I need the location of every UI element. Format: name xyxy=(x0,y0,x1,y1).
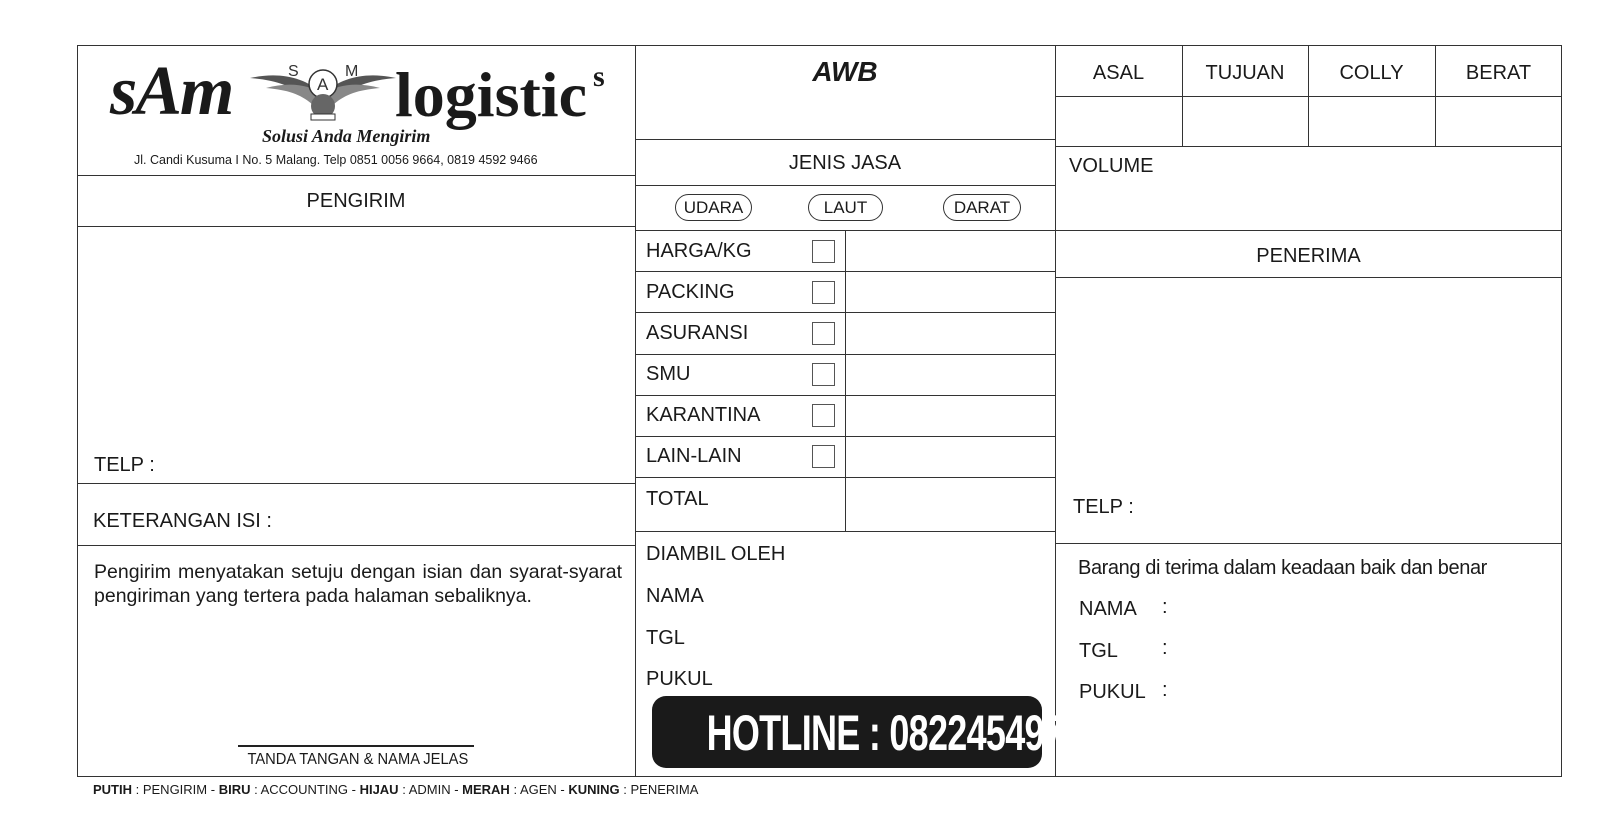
divider xyxy=(1055,230,1562,231)
emblem-letter-m: M xyxy=(345,63,359,80)
tujuan-field[interactable] xyxy=(1184,98,1306,144)
divider xyxy=(1055,45,1056,777)
divider xyxy=(635,185,1055,186)
divider xyxy=(1055,146,1562,147)
divider xyxy=(635,436,1055,437)
header-colly: COLLY xyxy=(1339,62,1404,84)
sender-title: PENGIRIM xyxy=(306,190,406,212)
header-tujuan: TUJUAN xyxy=(1205,62,1285,84)
pickup-tgl-label: TGL xyxy=(646,627,685,649)
colly-field[interactable] xyxy=(1310,98,1433,144)
company-logo xyxy=(110,48,610,134)
divider xyxy=(77,545,635,546)
copy-color-4: KUNING xyxy=(568,782,620,797)
copy-color-0: PUTIH xyxy=(93,782,132,797)
divider xyxy=(635,271,1055,272)
charge-label-karantina: KARANTINA xyxy=(646,404,761,426)
divider xyxy=(845,230,846,531)
agreement-text: Pengirim menyatakan setuju dengan isian dan syarat-syarat pengiriman yang tertera pada halaman sebaliknya. xyxy=(94,561,622,607)
copy-color-2: HIJAU xyxy=(359,782,399,797)
header-asal: ASAL xyxy=(1092,62,1145,84)
logo-text-right: logistic xyxy=(395,59,587,130)
checkbox-packing[interactable] xyxy=(812,281,835,304)
diambil-oleh-label: DIAMBIL OLEH xyxy=(646,543,786,565)
sender-telp-label: TELP : xyxy=(94,454,155,476)
divider xyxy=(1055,96,1562,97)
service-option-darat[interactable]: DARAT xyxy=(943,194,1021,221)
service-option-laut[interactable]: LAUT xyxy=(808,194,883,221)
volume-label: VOLUME xyxy=(1069,155,1154,177)
jenis-jasa-label: JENIS JASA xyxy=(788,152,902,174)
checkbox-karantina[interactable] xyxy=(812,404,835,427)
receiver-address-area[interactable] xyxy=(1057,279,1560,489)
hotline-text: HOTLINE : 082245497511 xyxy=(706,705,1120,761)
copy-distribution: PUTIH : PENGIRIM - BIRU : ACCOUNTING - HIJAU : ADMIN - MERAH : AGEN - KUNING : PENERIMA xyxy=(93,782,699,797)
divider xyxy=(635,477,1055,478)
divider xyxy=(77,175,635,176)
awb-title: AWB xyxy=(812,56,878,87)
divider xyxy=(635,312,1055,313)
receiver-pukul-colon: : xyxy=(1162,679,1168,701)
charge-label-asuransi: ASURANSI xyxy=(646,322,749,344)
divider xyxy=(635,139,1055,140)
pickup-pukul-label: PUKUL xyxy=(646,668,713,690)
company-address: Jl. Candi Kusuma I No. 5 Malang. Telp 0851 0056 9664, 0819 4592 9466 xyxy=(134,153,538,167)
emblem-letter-s: S xyxy=(288,63,299,80)
copy-dept-1: ACCOUNTING xyxy=(260,782,348,797)
checkbox-lain[interactable] xyxy=(812,445,835,468)
receiver-nama-label: NAMA xyxy=(1079,598,1137,620)
charge-label-packing: PACKING xyxy=(646,281,735,303)
total-label: TOTAL xyxy=(646,488,709,510)
charge-label-harga: HARGA/KG xyxy=(646,240,752,262)
checkbox-harga[interactable] xyxy=(812,240,835,263)
logo-suffix: s xyxy=(593,60,605,93)
divider xyxy=(1055,543,1562,544)
divider xyxy=(635,354,1055,355)
logo-text-left: sAm xyxy=(110,53,233,130)
receiver-tgl-colon: : xyxy=(1162,637,1168,659)
company-tagline: Solusi Anda Mengirim xyxy=(262,126,431,146)
service-option-udara[interactable]: UDARA xyxy=(675,194,752,221)
checkbox-asuransi[interactable] xyxy=(812,322,835,345)
charge-label-lain: LAIN-LAIN xyxy=(646,445,742,467)
signature-label: TANDA TANGAN & NAMA JELAS xyxy=(247,751,469,768)
copy-dept-2: ADMIN xyxy=(408,782,451,797)
charge-label-smu: SMU xyxy=(646,363,691,385)
berat-field[interactable] xyxy=(1437,98,1560,144)
receiver-tgl-label: TGL xyxy=(1079,640,1118,662)
copy-color-3: MERAH xyxy=(462,782,510,797)
receiver-title: PENERIMA xyxy=(1256,245,1361,267)
header-berat: BERAT xyxy=(1465,62,1532,84)
asal-field[interactable] xyxy=(1057,98,1180,144)
copy-dept-3: AGEN xyxy=(519,782,557,797)
eagle-emblem-icon xyxy=(248,54,398,124)
signature-line xyxy=(238,745,474,747)
receiver-statement: Barang di terima dalam keadaan baik dan benar xyxy=(1078,557,1487,579)
receiver-pukul-label: PUKUL xyxy=(1079,681,1146,703)
divider xyxy=(77,226,635,227)
receiver-nama-colon: : xyxy=(1162,596,1168,618)
emblem-letter-a: A xyxy=(317,75,329,94)
copy-color-1: BIRU xyxy=(218,782,251,797)
receiver-telp-label: TELP : xyxy=(1073,496,1134,518)
copy-dept-0: PENGIRIM xyxy=(142,782,208,797)
divider xyxy=(635,395,1055,396)
checkbox-smu[interactable] xyxy=(812,363,835,386)
divider xyxy=(635,531,1055,532)
divider xyxy=(1055,277,1562,278)
pickup-nama-label: NAMA xyxy=(646,585,704,607)
divider xyxy=(77,483,635,484)
copy-dept-4: PENERIMA xyxy=(630,782,699,797)
awb-number-field[interactable] xyxy=(637,96,1053,136)
keterangan-label: KETERANGAN ISI : xyxy=(93,510,272,532)
sender-address-area[interactable] xyxy=(79,228,633,480)
hotline-banner xyxy=(652,696,1120,768)
